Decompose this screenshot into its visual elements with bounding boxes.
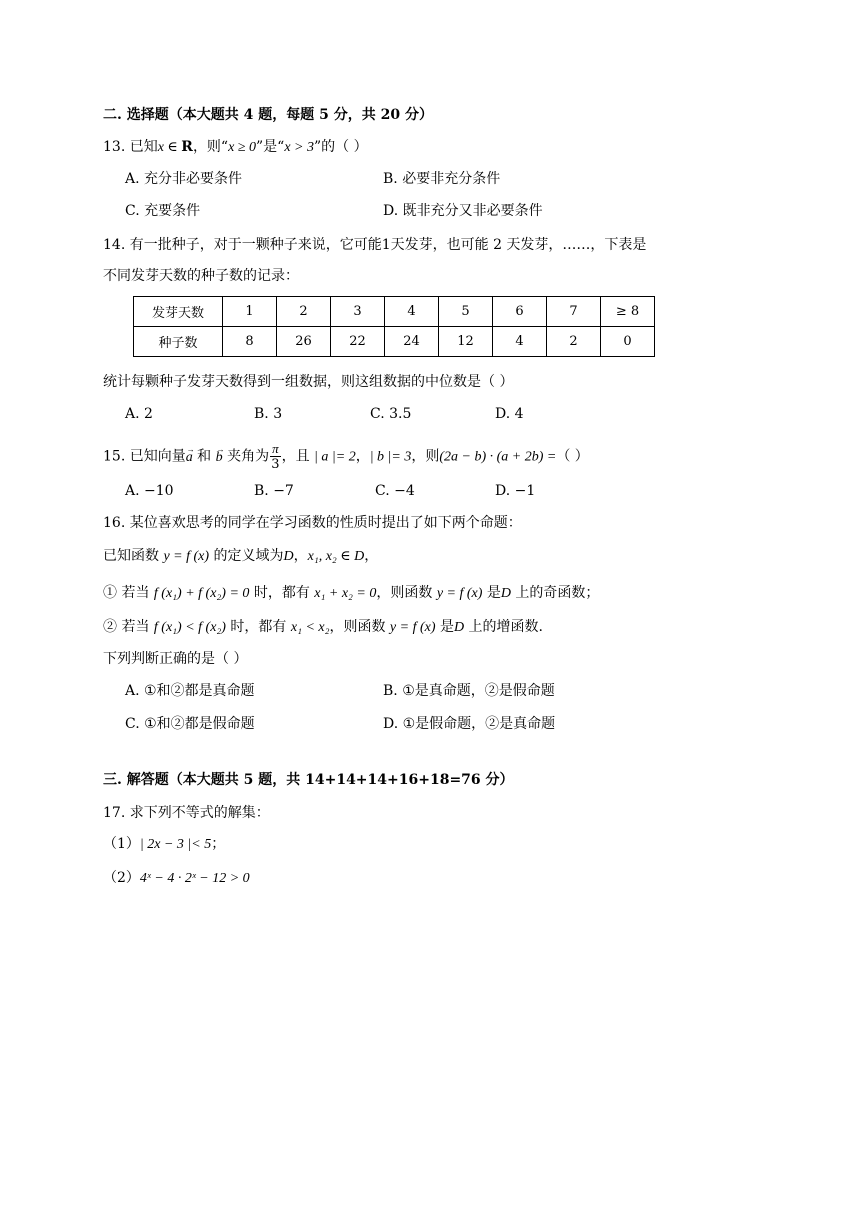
q15-text-6: ，则 — [411, 448, 440, 465]
q15-text-2: 和 — [192, 448, 216, 465]
q15-text-3: 夹角为 — [222, 448, 270, 465]
table-cell: 5 — [439, 297, 493, 327]
q14-option-a: A. 2 — [125, 406, 153, 422]
table-cell: 22 — [331, 327, 385, 357]
q13-option-d: D. 既非充分又非必要条件 — [383, 203, 543, 219]
q13-option-b: B. 必要非充分条件 — [383, 171, 501, 187]
q13-text-2: ，则“ — [192, 139, 229, 155]
q16-option-a: A. ①和②都是真命题 — [125, 683, 255, 699]
question-15-stem — [103, 441, 589, 473]
q13-math-1: x ∈ — [157, 140, 182, 155]
q16-option-c: C. ①和②都是假命题 — [125, 716, 255, 732]
q16-l2-math-2: x₁, x₂ ∈ D — [307, 549, 365, 564]
question-16-proposition-2 — [103, 617, 543, 638]
seed-germination-table — [133, 296, 655, 357]
q13-text-3: ”是“ — [256, 139, 285, 155]
table-cell: 2 — [277, 297, 331, 327]
q15-fraction-numerator: π — [272, 441, 279, 456]
q16-p1-domain: D — [500, 586, 511, 601]
q15-option-a: A. −10 — [125, 483, 174, 499]
q16-l2-text-c: ， — [293, 548, 308, 564]
q16-p1-text-c: ，则函数 — [376, 585, 437, 601]
table-cell: 0 — [601, 327, 655, 357]
q16-p1-text-a: ① 若当 — [103, 585, 154, 601]
q16-p1-math-2: x₁ + x₂ = 0 — [314, 586, 377, 601]
q16-l2-domain: D — [283, 549, 294, 564]
question-14-stem-line-2: 不同发芽天数的种子数的记录： — [103, 268, 299, 284]
q15-option-b: B. −7 — [254, 483, 294, 499]
q15-text-1: 已知向量 — [129, 448, 186, 465]
question-17-part-1 — [103, 834, 225, 855]
q16-option-b: B. ①是真命题，②是假命题 — [383, 683, 555, 699]
q13-text-4: ”的（ ） — [314, 139, 368, 155]
q15-option-d: D. −1 — [495, 483, 536, 499]
table-row — [134, 327, 655, 357]
q16-p2-text-b: 时，都有 — [225, 619, 291, 635]
q16-p1-math: f (x₁) + f (x₂) = 0 — [153, 586, 250, 601]
q13-number: 13. — [103, 139, 130, 155]
q15-math-1: | a |= 2 — [314, 449, 356, 465]
q16-p2-math-2: x₁ < x₂ — [290, 620, 330, 635]
table-cell: 4 — [493, 327, 547, 357]
q15-math-2: | b |= 3 — [369, 449, 412, 465]
question-14-stem-line-1: 14. 有一批种子，对于一颗种子来说，它可能1天发芽，也可能 2 天发芽，……，下表是 — [103, 237, 647, 253]
q15-number: 15. — [103, 448, 130, 465]
section-3-title: 三. 解答题（本大题共 5 题，共 14+14+14+16+18=76 分） — [103, 772, 514, 788]
q13-math-2: x ≥ 0 — [228, 140, 257, 155]
q17-p2-math: 4ˣ − 4 · 2ˣ − 12 > 0 — [139, 871, 250, 886]
table-cell: ≥ 8 — [601, 297, 655, 327]
q16-l2-text-d: ， — [364, 548, 379, 564]
q16-p1-math-3: y = f (x) — [436, 586, 483, 601]
q17-p1-label: （1） — [103, 836, 140, 852]
q15-text-7: （ ） — [556, 448, 589, 465]
q14-option-d: D. 4 — [495, 406, 524, 422]
q16-l2-text-b: 的定义域为 — [209, 548, 284, 564]
table-cell: 2 — [547, 327, 601, 357]
q16-p2-math: f (x₁) < f (x₂) — [153, 620, 226, 635]
q16-p2-text-c: ，则函数 — [329, 619, 390, 635]
section-2-title: 二. 选择题（本大题共 4 题，每题 5 分，共 20 分） — [103, 107, 433, 123]
table-cell: 8 — [223, 327, 277, 357]
table-cell: 1 — [223, 297, 277, 327]
q15-vector-b: → b — [216, 443, 223, 473]
q15-fraction — [270, 441, 281, 472]
q16-p2-text-a: ② 若当 — [103, 619, 154, 635]
q13-math-R: R — [181, 139, 193, 155]
table-cell: 3 — [331, 297, 385, 327]
q16-option-d: D. ①是假命题，②是真命题 — [383, 716, 556, 732]
question-14-stem-line-3: 统计每颗种子发芽天数得到一组数据，则这组数据的中位数是（ ） — [103, 374, 514, 390]
q16-p2-domain: D — [453, 620, 465, 635]
table-header-seeds: 种子数 — [134, 327, 223, 357]
q14-option-b: B. 3 — [254, 406, 283, 422]
q13-option-a: A. 充分非必要条件 — [125, 171, 243, 187]
table-cell: 12 — [439, 327, 493, 357]
q16-l2-text-a: 已知函数 — [103, 548, 164, 564]
table-cell: 7 — [547, 297, 601, 327]
question-13-stem — [103, 137, 368, 158]
q15-text-5: ， — [355, 448, 370, 465]
q16-p1-text-d: 是 — [482, 585, 501, 601]
question-16-stem-line-5: 下列判断正确的是（ ） — [103, 651, 248, 667]
q15-text-4: ，且 — [281, 448, 315, 465]
q17-p2-label: （2） — [103, 870, 140, 886]
q13-text-1: 已知 — [129, 139, 158, 155]
table-row — [134, 297, 655, 327]
q16-p2-text-e: 上的增函数. — [464, 619, 543, 635]
q16-p1-text-b: 时，都有 — [249, 585, 315, 601]
question-16-proposition-1 — [103, 583, 599, 604]
question-16-stem-line-2 — [103, 546, 378, 567]
q15-option-c: C. −4 — [375, 483, 415, 499]
question-17-stem: 17. 求下列不等式的解集： — [103, 805, 270, 821]
q13-math-3: x > 3 — [284, 140, 315, 155]
q14-option-c: C. 3.5 — [370, 406, 412, 422]
table-cell: 24 — [385, 327, 439, 357]
question-16-stem-line-1: 16. 某位喜欢思考的同学在学习函数的性质时提出了如下两个命题： — [103, 515, 522, 531]
q15-math-3: (2a − b) · (a + 2b) = — [439, 449, 557, 465]
q16-p1-text-e: 上的奇函数； — [510, 585, 600, 601]
q16-p2-math-3: y = f (x) — [389, 620, 436, 635]
q15-vector-a: → a — [186, 443, 193, 473]
question-17-part-2 — [103, 868, 250, 889]
q16-p2-text-d: 是 — [435, 619, 454, 635]
q17-p1-math: | 2x − 3 |< 5 — [139, 837, 212, 852]
table-cell: 26 — [277, 327, 331, 357]
q15-fraction-denominator: 3 — [271, 457, 280, 472]
table-cell: 6 — [493, 297, 547, 327]
q16-l2-math: y = f (x) — [163, 549, 210, 564]
table-cell: 4 — [385, 297, 439, 327]
table-header-days: 发芽天数 — [134, 297, 223, 327]
q17-p1-end: ； — [211, 836, 226, 852]
q13-option-c: C. 充要条件 — [125, 203, 201, 219]
